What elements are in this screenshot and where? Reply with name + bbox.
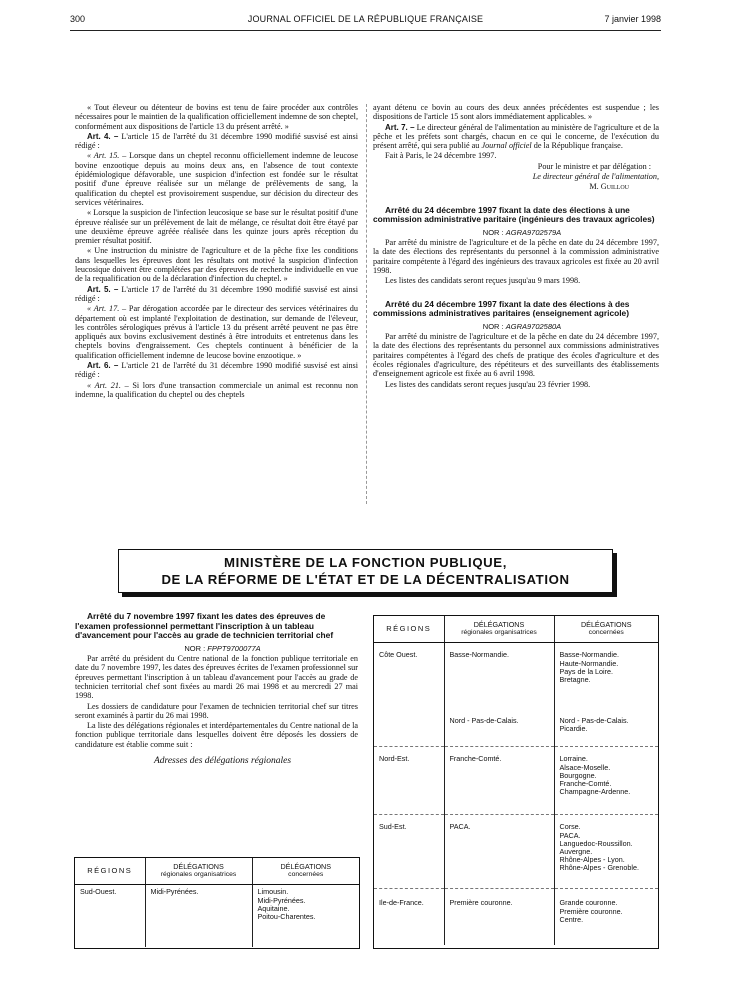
signature-line: Pour le ministre et par délégation : — [537, 161, 651, 171]
column-divider — [366, 104, 367, 504]
paragraph: Par arrêté du ministre de l'agriculture et de la pêche en date du 24 décembre 1997, la date des élections des représentants du personnel à la commission administrative paritaire compétente à l'égard des ingénieurs des travaux agricoles est fixée au 20 avril 1998. — [373, 238, 659, 276]
issue-date: 7 janvier 1998 — [604, 14, 661, 24]
paragraph: Les dossiers de candidature pour l'examen de technicien territorial chef sur titres seront examinés à partir du 26 mai 1998. — [75, 701, 358, 720]
paragraph: La liste des délégations régionales et interdépartementales du Centre national de la fonction publique territoriale dans lesquelles doivent être déposés les dossiers de candidature est établie comme suit : — [75, 721, 358, 749]
arrete-title: Arrêté du 7 novembre 1997 fixant les dates des épreuves de l'examen professionnel permettant l'inscription à un tableau d'avancement pour l'accès au grade de technicien territorial chef — [75, 611, 334, 641]
banner-line: DE LA RÉFORME DE L'ÉTAT ET DE LA DÉCENTRALISATION — [161, 572, 570, 587]
paragraph: « Art. 15. – Lorsque dans un cheptel reconnu officiellement indemne de leucose bovine enzootique depuis au moins deux ans, en l'absence de tout contexte épidémiologique défavorable, une suspicion d'infection est fondée sur le résultat positif d'une épreuve réalisée sur un mélange de prélèvements de sang, la qualification du cheptel est provisoirement suspendue, sur décision du directeur des services vétérinaires. — [75, 151, 358, 207]
page-header — [70, 14, 661, 26]
organizing-cell: Franche-Comté. — [444, 747, 554, 815]
arrete-title: Arrêté du 24 décembre 1997 fixant la date des élections à une commission administrative paritaire (ingénieurs des travaux agricoles) — [373, 204, 655, 225]
paragraph: Art. 4. – L'article 15 de l'arrêté du 31 décembre 1990 modifié susvisé est ainsi rédigé : — [75, 131, 359, 151]
table-row — [374, 889, 658, 945]
page-number: 300 — [70, 14, 86, 24]
table-row — [374, 705, 658, 747]
concerned-cell: Grande couronne. Première couronne. Centre. — [554, 889, 658, 945]
concerned-cell: Corse. PACA. Languedoc-Roussillon. Auvergne. Rhône-Alpes - Lyon. Rhône-Alpes - Grenoble. — [554, 815, 658, 889]
concerned-cell: Limousin. Midi-Pyrénées. Aquitaine. Poitou-Charentes. — [252, 885, 359, 947]
nor-reference: NOR : FPPT9700077A — [184, 643, 261, 653]
concerned-cell: Nord - Pas-de-Calais. Picardie. — [554, 705, 658, 747]
column-header-regions: RÉGIONS — [75, 858, 145, 885]
paragraph: « Tout éleveur ou détenteur de bovins est tenu de faire procéder aux contrôles nécessaires pour le maintien de la qualification officiellement indemne de son cheptel, conformément aux dispositions de l'article 13 du présent arrêté. » — [75, 103, 358, 131]
left-column-top — [75, 103, 358, 400]
paragraph: « Une instruction du ministre de l'agriculture et de la pêche fixe les conditions dans lesquelles les épreuves dont les résultats ont motivé la suspicion d'infection leucosique doivent être complétées par des épreuves de recherche individuelle en vue de la requalification ou de la déclaration d'infection du cheptel. » — [75, 246, 358, 284]
article-label: Art. 7. – — [385, 122, 415, 132]
paragraph: « Art. 17. – Par dérogation accordée par le directeur des services vétérinaires du département où est implanté l'exploitation de destination, sur demande de l'éleveur, les contrôles sérologiques prévus à l'article 13 du présent arrêté peuvent ne pas être appliqués aux bovins exclusivement destinés à être introduits et entretenus dans les cheptels bovins d'engraissement. Ces cheptels continuent à bénéficier de la qualification officiellement indemne de leucose bovine enzootique. » — [75, 304, 358, 360]
paragraph: ayant détenu ce bovin au cours des deux années précédentes est suspendue ; les dispositions de l'article 15 sont alors immédiatement applicables. » — [373, 103, 659, 122]
banner-line: MINISTÈRE DE LA FONCTION PUBLIQUE, — [224, 555, 507, 570]
table-row — [75, 885, 359, 947]
region-cell: Sud-Est. — [374, 815, 444, 889]
journal-title: JOURNAL OFFICIEL DE LA RÉPUBLIQUE FRANÇAISE — [247, 14, 484, 24]
column-header-organizing: DÉLÉGATIONS régionales organisatrices — [145, 858, 252, 885]
paragraph: Les listes des candidats seront reçues jusqu'au 9 mars 1998. — [385, 276, 581, 286]
column-header-concerned: DÉLÉGATIONS concernées — [252, 858, 359, 885]
header-rule — [70, 30, 661, 31]
region-cell: Nord-Est. — [374, 747, 444, 815]
paragraph: « Art. 21. – Si lors d'une transaction commerciale un animal est reconnu non indemne, la qualification du cheptel ou des cheptels — [75, 380, 358, 399]
article-label: Art. 5. – — [87, 284, 119, 294]
column-header-concerned: DÉLÉGATIONS concernées — [554, 616, 658, 643]
column-header-regions: RÉGIONS — [374, 616, 444, 643]
paragraph: Art. 6. – L'article 21 de l'arrêté du 31 décembre 1990 modifié susvisé est ainsi rédigé : — [75, 361, 359, 380]
region-cell: Sud-Ouest. — [80, 887, 117, 897]
region-cell: Ile-de-France. — [374, 889, 444, 945]
article-label: Art. 6. – — [87, 361, 119, 371]
paragraph: Par arrêté du ministre de l'agriculture et de la pêche en date du 24 décembre 1997, la date des élections des représentants du personnel aux commissions administratives paritaires compétentes à l'égard des chefs de pratique des écoles d'agriculture et des écoles régionales d'agriculture, des répétiteurs et des surveillants des établissements d'enseignement agricole est fixée au 6 avril 1998. — [373, 332, 659, 379]
arrete-title: Arrêté du 24 décembre 1997 fixant la date des élections à des commissions administratives paritaires (enseignement agricole) — [373, 298, 630, 319]
concerned-cell: Lorraine. Alsace-Moselle. Bourgogne. Franche-Comté. Champagne-Ardenne. — [554, 747, 658, 815]
paragraph: Par arrêté du président du Centre national de la fonction publique territoriale en date du 7 novembre 1997, les dates des épreuves écrites de l'examen professionnel sur épreuves permettant l'inscription à un tableau d'avancement pour l'accès au grade de technicien territorial chef sont fixées au mardi 26 mai 1998 et au mercredi 27 mai 1998. — [75, 654, 358, 701]
table-row — [374, 815, 658, 889]
table-header-row — [374, 616, 658, 643]
paragraph: « Lorsque la suspicion de l'infection leucosique se base sur le résultat positif d'une épreuve réalisée sur un prélèvement de lait de mélange, ce résultat doit être étayé par une deuxième épreuve agréée réalisée dans les quinze jours après réception du premier résultat positif. — [75, 208, 358, 246]
nor-reference: NOR : AGRA9702579A — [482, 227, 562, 237]
right-column-top — [373, 103, 659, 390]
organizing-cell: Nord - Pas-de-Calais. — [444, 705, 554, 747]
paragraph: Art. 7. – Le directeur général de l'alimentation au ministère de l'agriculture et de la pêche et les préfets sont chargés, chacun en ce qui le concerne, de l'exécution du présent arrêté, qui sera publié au Journal officiel de la République française. — [373, 122, 660, 151]
left-column-bottom — [75, 612, 358, 767]
column-header-organizing: DÉLÉGATIONS régionales organisatrices — [444, 616, 554, 643]
organizing-cell: Première couronne. — [444, 889, 554, 945]
table-row — [374, 747, 658, 815]
region-cell: Côte Ouest. — [379, 650, 418, 660]
delegations-table-right — [374, 616, 658, 945]
signature-title: Le directeur général de l'alimentation, — [532, 172, 659, 182]
paragraph: Fait à Paris, le 24 décembre 1997. — [385, 151, 497, 161]
organizing-cell: Midi-Pyrénées. — [145, 885, 252, 947]
table-header-row — [75, 858, 359, 885]
article-label: « Art. 17. – — [87, 304, 127, 314]
delegations-table-left — [75, 858, 359, 947]
signature-name: M. Guillou — [589, 182, 629, 192]
table-row — [374, 643, 658, 705]
organizing-cell: PACA. — [444, 815, 554, 889]
table-caption: Adresses des délégations régionales — [153, 756, 292, 767]
paragraph: Art. 5. – L'article 17 de l'arrêté du 31 décembre 1990 modifié susvisé est ainsi rédigé : — [75, 284, 359, 303]
article-label: « Art. 21. – — [87, 380, 129, 390]
region-cell — [374, 705, 444, 747]
nor-reference: NOR : AGRA9702580A — [482, 321, 562, 331]
organizing-cell: Basse-Normandie. — [444, 643, 554, 705]
paragraph: Les listes des candidats seront reçues jusqu'au 23 février 1998. — [385, 379, 591, 389]
concerned-cell: Basse-Normandie. Haute-Normandie. Pays de la Loire. Bretagne. — [554, 643, 658, 705]
article-label: Art. 4. – — [87, 131, 119, 141]
article-label: « Art. 15. – — [87, 151, 127, 161]
ministry-banner — [118, 549, 613, 593]
